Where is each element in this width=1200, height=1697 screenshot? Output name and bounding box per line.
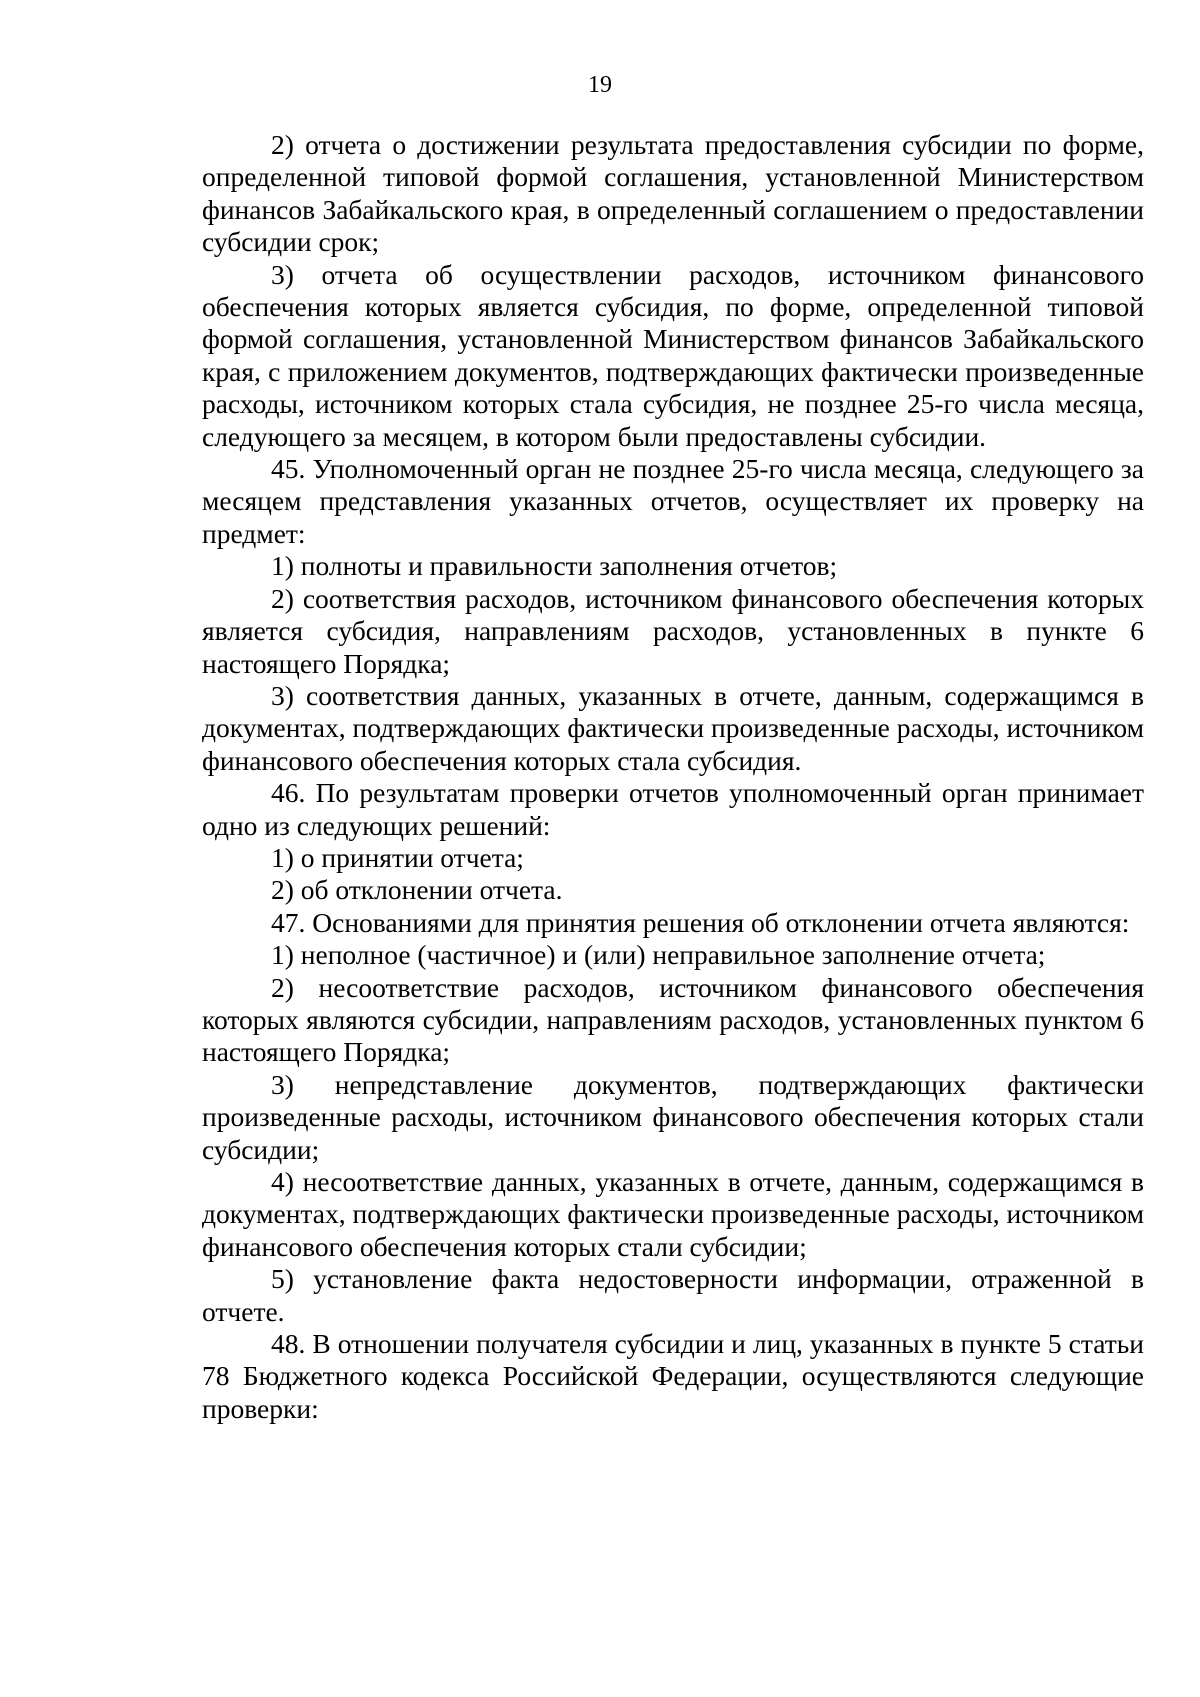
paragraph-48: 48. В отношении получателя субсидии и лиц, указанных в пункте 5 статьи 78 Бюджетного кодекса Российской Федерации, осуществляются следующие проверки: bbox=[202, 1328, 1144, 1424]
paragraph-47: 47. Основаниями для принятия решения об отклонении отчета являются: bbox=[271, 906, 1130, 938]
paragraph-45-item-1: 1) полноты и правильности заполнения отчетов; bbox=[271, 550, 838, 582]
paragraph-report-expenses: 3) отчета об осуществлении расходов, источником финансового обеспечения которых является субсидия, по форме, определенной типовой формой соглашения, установленной Министерством финансов Забайкальского края, с приложением документов, подтверждающих фактически произведенные расходы, источником которых стала субсидия, не позднее 25-го числа месяца, следующего за месяцем, в котором были предоставлены субсидии. bbox=[202, 258, 1144, 452]
page-number: 19 bbox=[588, 72, 612, 98]
document-body bbox=[202, 129, 1144, 1425]
paragraph-47-item-1: 1) неполное (частичное) и (или) неправильное заполнение отчета; bbox=[271, 939, 1046, 971]
paragraph-46-item-1: 1) о принятии отчета; bbox=[271, 841, 524, 873]
paragraph-45-item-3: 3) соответствия данных, указанных в отчете, данным, содержащимся в документах, подтверждающих фактически произведенные расходы, источником финансового обеспечения которых стала субсидия. bbox=[202, 679, 1144, 776]
paragraph-47-item-4: 4) несоответствие данных, указанных в отчете, данным, содержащимся в документах, подтверждающих фактически произведенные расходы, источником финансового обеспечения которых стали субсидии; bbox=[202, 1166, 1144, 1262]
paragraph-report-achievement: 2) отчета о достижении результата предоставления субсидии по форме, определенной типовой формой соглашения, установленной Министерством финансов Забайкальского края, в определенный соглашением о предоставлении субсидии срок; bbox=[202, 129, 1144, 258]
paragraph-47-item-3: 3) непредставление документов, подтверждающих фактически произведенные расходы, источником финансового обеспечения которых стали субсидии; bbox=[202, 1068, 1144, 1165]
paragraph-45-item-2: 2) соответствия расходов, источником финансового обеспечения которых является субсидия, направлениям расходов, установленных в пункте 6 настоящего Порядка; bbox=[202, 582, 1144, 679]
paragraph-47-item-2: 2) несоответствие расходов, источником финансового обеспечения которых являются субсидии, направлениям расходов, установленных пунктом 6 настоящего Порядка; bbox=[202, 971, 1144, 1068]
paragraph-45: 45. Уполномоченный орган не позднее 25-го числа месяца, следующего за месяцем представления указанных отчетов, осуществляет их проверку на предмет: bbox=[202, 453, 1144, 549]
paragraph-46-item-2: 2) об отклонении отчета. bbox=[271, 874, 563, 906]
paragraph-46: 46. По результатам проверки отчетов уполномоченный орган принимает одно из следующих решений: bbox=[202, 777, 1144, 841]
paragraph-47-item-5: 5) установление факта недостоверности информации, отраженной в отчете. bbox=[202, 1263, 1144, 1327]
